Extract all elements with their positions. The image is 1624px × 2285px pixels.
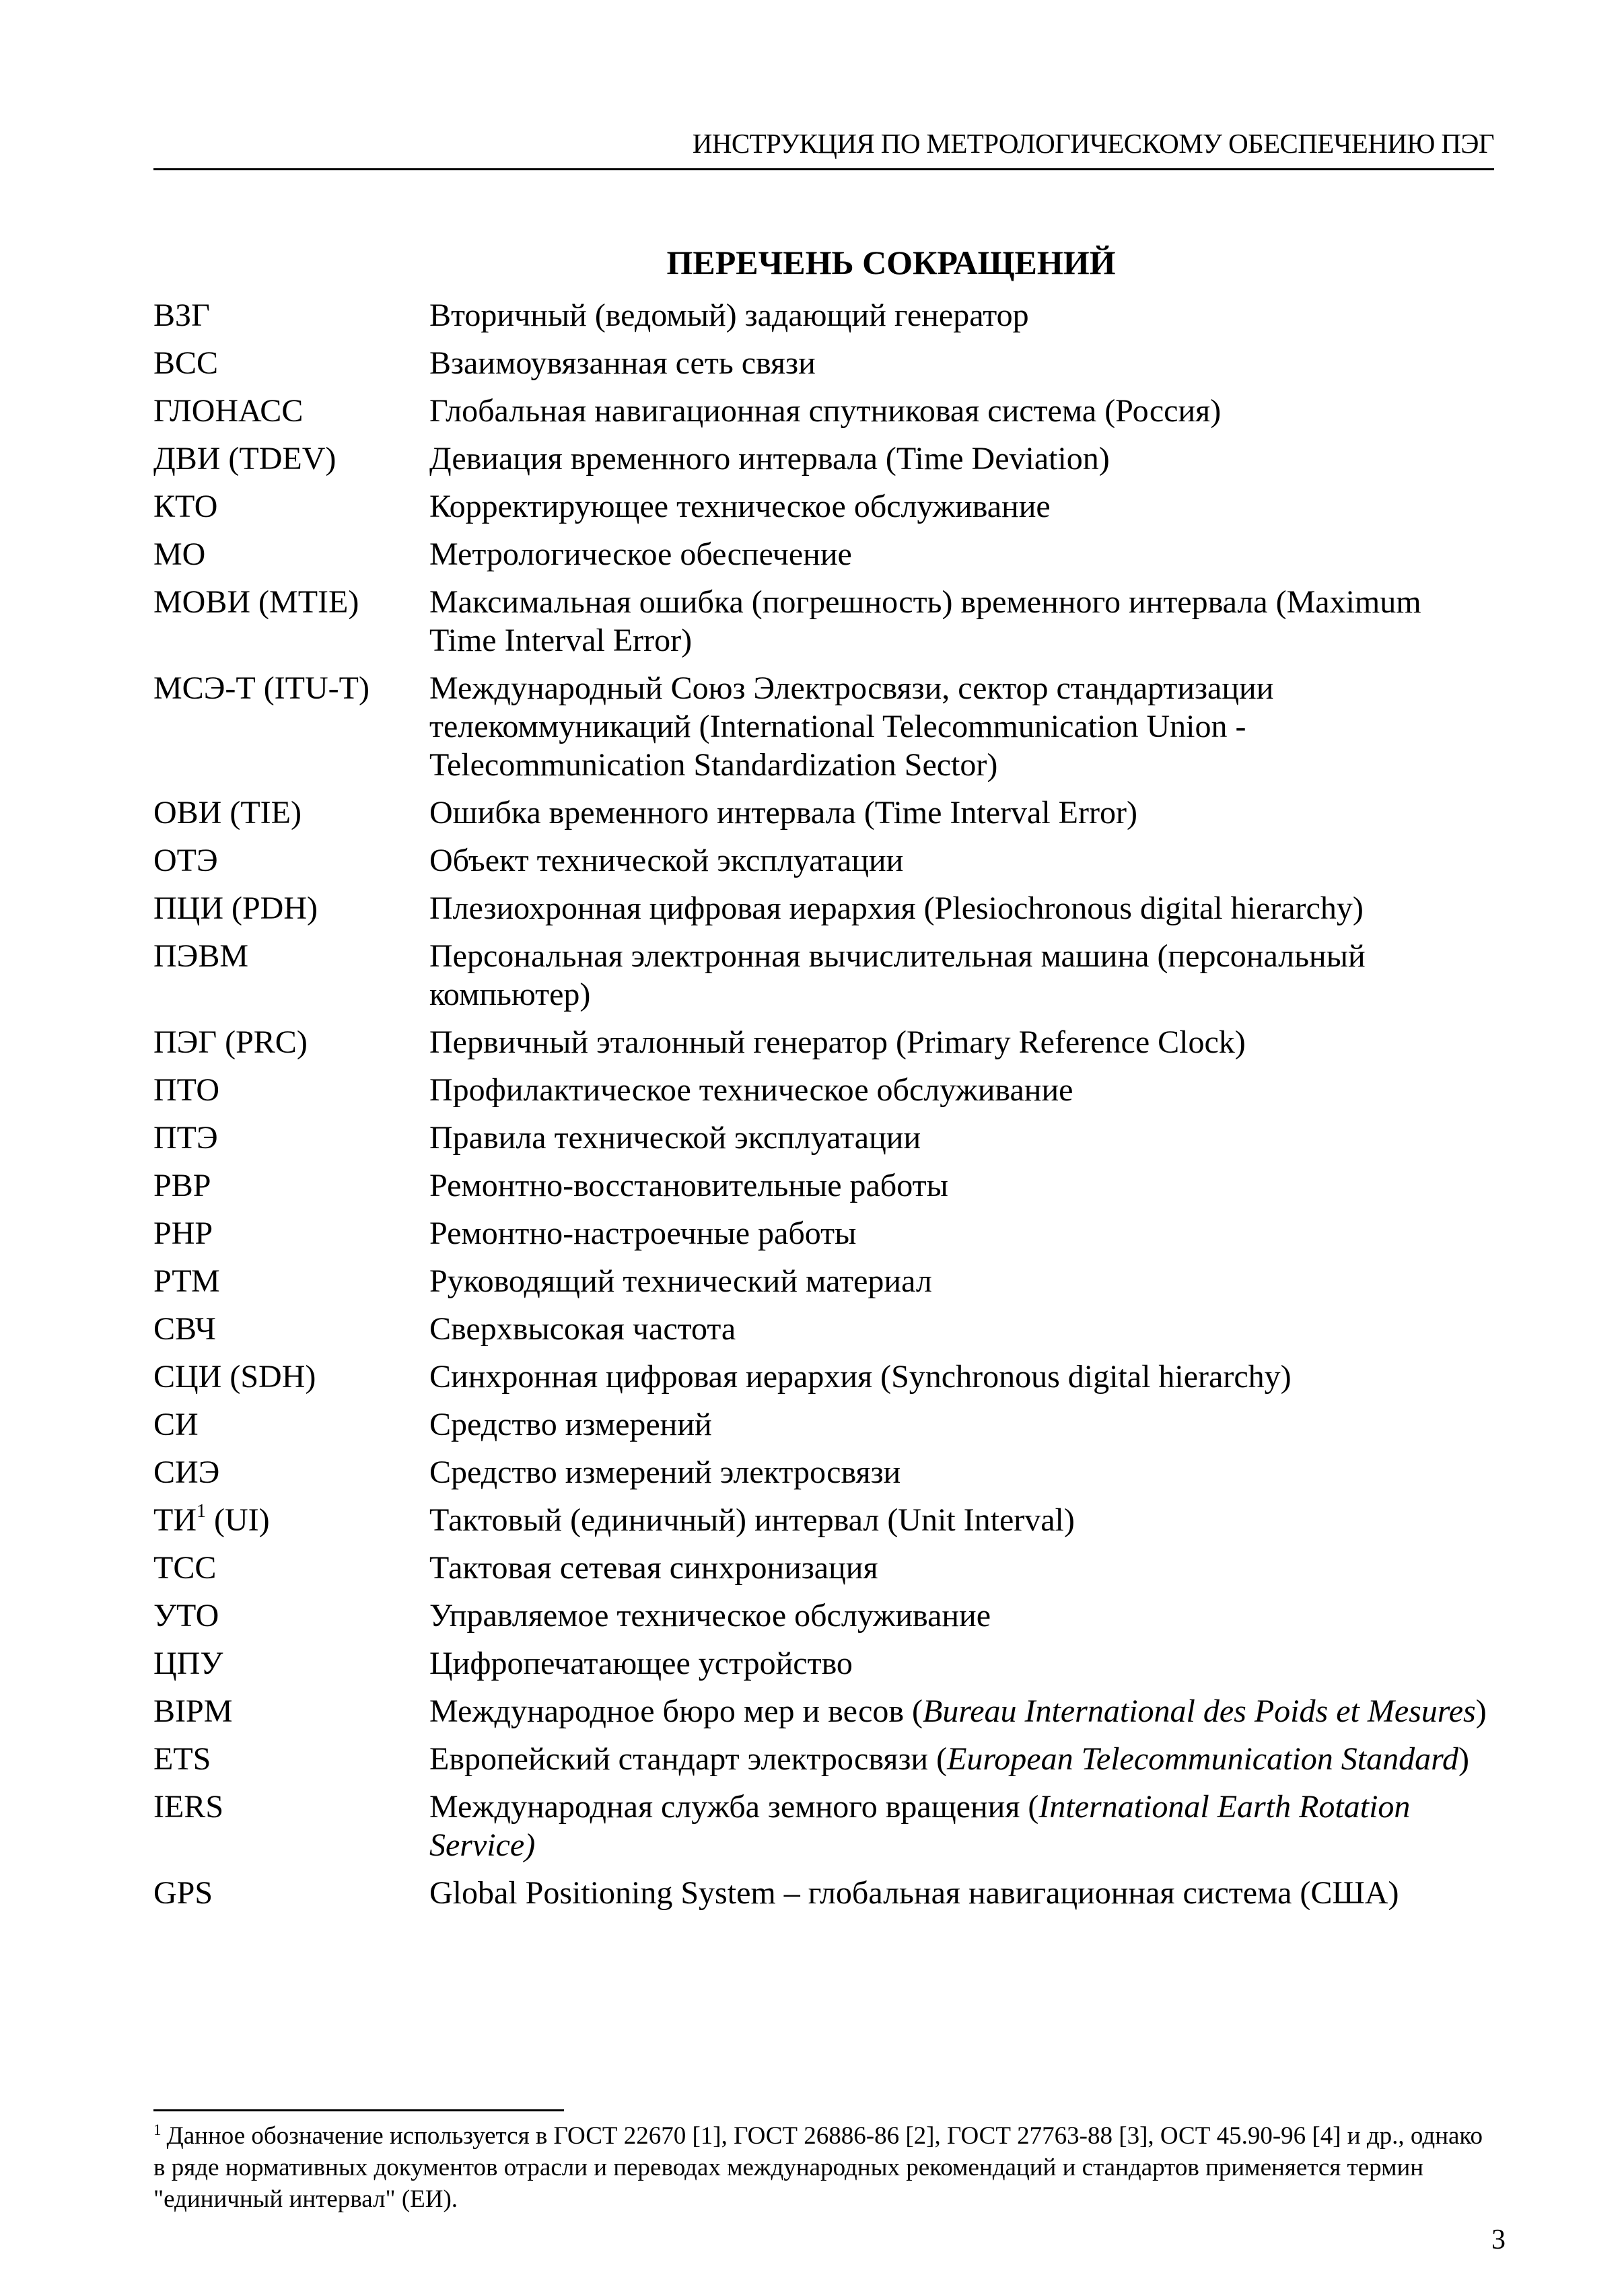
abbreviation-row	[153, 1071, 1493, 1109]
abbreviation-row	[153, 1644, 1493, 1683]
definition-text: Сверхвысокая частота	[429, 1311, 736, 1347]
abbreviation-row	[153, 1501, 1493, 1539]
abbreviation-term-text: МО	[153, 536, 206, 572]
definition-text: Global Positioning System – глобальная навигационная система (США)	[429, 1875, 1399, 1911]
definition-text: Объект технической эксплуатации	[429, 843, 904, 878]
abbreviation-term	[153, 1023, 429, 1061]
abbreviation-term	[153, 1405, 429, 1444]
abbreviation-term-text: IERS	[153, 1789, 224, 1825]
abbreviation-row	[153, 1310, 1493, 1348]
abbreviation-row	[153, 1166, 1493, 1205]
abbreviation-term	[153, 1788, 429, 1826]
abbreviation-term	[153, 1874, 429, 1912]
definition-text: Первичный эталонный генератор (Primary Reference Clock)	[429, 1024, 1246, 1060]
abbreviation-definition	[429, 1071, 1493, 1109]
abbreviation-definition	[429, 440, 1493, 478]
abbreviation-term	[153, 392, 429, 430]
footnote-mark: 1	[153, 2121, 162, 2138]
definition-text: Девиация временного интервала (Time Deviation)	[429, 441, 1110, 477]
abbreviation-row	[153, 841, 1493, 880]
definition-text: Управляемое техническое обслуживание	[429, 1598, 991, 1633]
abbreviation-row	[153, 1788, 1493, 1864]
abbreviation-term	[153, 487, 429, 526]
abbreviation-row	[153, 1262, 1493, 1300]
abbreviation-row	[153, 1874, 1493, 1912]
abbreviation-term-text: ВЗГ	[153, 297, 210, 333]
definition-text: Метрологическое обеспечение	[429, 536, 852, 572]
definition-text: Ремонтно-настроечные работы	[429, 1216, 857, 1251]
definition-text: Максимальная ошибка (погрешность) временного интервала (Maximum Time Interval Error)	[429, 584, 1421, 658]
definition-text: Профилактическое техническое обслуживание	[429, 1072, 1073, 1108]
definition-text: Средство измерений	[429, 1407, 712, 1442]
abbreviation-row	[153, 296, 1493, 335]
abbreviation-term-text: СИ	[153, 1407, 199, 1442]
abbreviation-definition	[429, 392, 1493, 430]
abbreviation-term	[153, 1119, 429, 1157]
abbreviation-row	[153, 794, 1493, 832]
abbreviation-definition	[429, 1358, 1493, 1396]
abbreviation-term	[153, 440, 429, 478]
abbreviation-definition	[429, 794, 1493, 832]
definition-text: Ошибка временного интервала (Time Interval Error)	[429, 795, 1137, 831]
abbreviation-term-text: ВСС	[153, 345, 219, 381]
abbreviation-term-text: ПЭГ (PRC)	[153, 1024, 308, 1060]
abbreviation-definition	[429, 1549, 1493, 1587]
abbreviation-term-text: РТМ	[153, 1263, 220, 1299]
abbreviation-term-text: СИЭ	[153, 1454, 220, 1490]
abbreviation-definition	[429, 1023, 1493, 1061]
abbreviation-term	[153, 1692, 429, 1730]
abbreviation-definition	[429, 889, 1493, 927]
definition-italic-text: Bureau International des Poids et Mesures	[923, 1693, 1476, 1729]
abbreviation-term-suffix: (UI)	[205, 1502, 270, 1538]
abbreviation-row	[153, 1214, 1493, 1253]
abbreviation-term	[153, 669, 429, 707]
abbreviation-definition	[429, 1596, 1493, 1635]
abbreviation-term	[153, 1166, 429, 1205]
abbreviation-term-text: РВР	[153, 1168, 211, 1203]
abbreviation-row	[153, 487, 1493, 526]
abbreviation-row	[153, 1405, 1493, 1444]
abbreviation-definition	[429, 1310, 1493, 1348]
abbreviation-row	[153, 535, 1493, 573]
abbreviation-term	[153, 841, 429, 880]
abbreviation-row	[153, 1596, 1493, 1635]
abbreviation-term-text: ТСС	[153, 1550, 217, 1586]
abbreviation-term-text: ПЦИ (PDH)	[153, 890, 318, 926]
abbreviation-row	[153, 392, 1493, 430]
abbreviation-definition	[429, 1453, 1493, 1491]
abbreviation-term	[153, 344, 429, 382]
definition-text: Корректирующее техническое обслуживание	[429, 489, 1051, 524]
abbreviation-row	[153, 1692, 1493, 1730]
abbreviation-row	[153, 1740, 1493, 1778]
header-rule	[153, 168, 1494, 170]
definition-tail-text: )	[1458, 1741, 1469, 1777]
footnote-text: Данное обозначение используется в ГОСТ 22670 [1], ГОСТ 26886-86 [2], ГОСТ 27763-88 [3], ОСТ 45.90-96 [4] и др., однако в ряде нормативных документов отрасли и переводах международных рекомендаций и стандартов применяется термин "единичный интервал" (ЕИ).	[153, 2122, 1483, 2213]
abbreviation-row	[153, 1119, 1493, 1157]
abbreviation-definition	[429, 1501, 1493, 1539]
abbreviation-term-text: СВЧ	[153, 1311, 216, 1347]
abbreviation-definition	[429, 841, 1493, 880]
definition-text: Средство измерений электросвязи	[429, 1454, 901, 1490]
abbreviation-term	[153, 937, 429, 975]
abbreviation-row	[153, 1549, 1493, 1587]
page-number: 3	[1491, 2224, 1506, 2255]
definition-text: Плезиохронная цифровая иерархия (Plesiochronous digital hierarchy)	[429, 890, 1364, 926]
abbreviation-definition	[429, 1405, 1493, 1444]
abbreviation-definition	[429, 296, 1493, 335]
definition-text: Международная служба земного вращения (	[429, 1789, 1039, 1825]
abbreviation-term	[153, 1596, 429, 1635]
abbreviation-row	[153, 1023, 1493, 1061]
definition-text: Взаимоувязанная сеть связи	[429, 345, 816, 381]
abbreviation-term-text: GPS	[153, 1875, 213, 1911]
definition-text: Правила технической эксплуатации	[429, 1120, 921, 1156]
definition-text: Руководящий технический материал	[429, 1263, 932, 1299]
definition-text: Международный Союз Электросвязи, сектор стандартизации телекоммуникаций (International Telecommunication Union - Telecommunication Standardization Sector)	[429, 670, 1274, 783]
abbreviation-row	[153, 440, 1493, 478]
abbreviation-term	[153, 1740, 429, 1778]
abbreviation-term-text: ОТЭ	[153, 843, 218, 878]
abbreviation-term-text: КТО	[153, 489, 218, 524]
abbreviation-definition	[429, 1262, 1493, 1300]
abbreviation-term-text: УТО	[153, 1598, 219, 1633]
abbreviation-row	[153, 889, 1493, 927]
footnote-rule	[153, 2109, 564, 2111]
abbreviation-definition	[429, 1119, 1493, 1157]
abbreviation-term-text: РНР	[153, 1216, 213, 1251]
abbreviation-row	[153, 1453, 1493, 1491]
abbreviation-definition	[429, 487, 1493, 526]
definition-text: Ремонтно-восстановительные работы	[429, 1168, 948, 1203]
definition-text: Тактовая сетевая синхронизация	[429, 1550, 878, 1586]
abbreviation-row	[153, 1358, 1493, 1396]
abbreviation-term-text: ТИ	[153, 1502, 197, 1538]
running-header: ИНСТРУКЦИЯ ПО МЕТРОЛОГИЧЕСКОМУ ОБЕСПЕЧЕНИЮ ПЭГ	[692, 128, 1494, 159]
abbreviation-definition	[429, 1166, 1493, 1205]
abbreviation-term	[153, 1262, 429, 1300]
definition-text: Вторичный (ведомый) задающий генератор	[429, 297, 1029, 333]
abbreviation-term	[153, 794, 429, 832]
abbreviation-definition	[429, 583, 1493, 660]
abbreviation-term	[153, 535, 429, 573]
abbreviation-term-text: ПТО	[153, 1072, 220, 1108]
abbreviation-definition	[429, 1214, 1493, 1253]
abbreviation-definition	[429, 1788, 1493, 1864]
abbreviation-list	[153, 296, 1493, 1922]
definition-text: Международное бюро мер и весов (	[429, 1693, 923, 1729]
abbreviation-term-text: СЦИ (SDH)	[153, 1359, 316, 1395]
definition-italic-text: European Telecommunication Standard	[947, 1741, 1459, 1777]
footnote-reference: 1	[196, 1501, 206, 1522]
definition-text: Тактовый (единичный) интервал (Unit Interval)	[429, 1502, 1075, 1538]
abbreviation-definition	[429, 344, 1493, 382]
abbreviation-definition	[429, 1740, 1493, 1778]
abbreviation-term-text: ПЭВМ	[153, 938, 249, 974]
abbreviation-term	[153, 1071, 429, 1109]
abbreviation-definition	[429, 1692, 1493, 1730]
abbreviation-row	[153, 344, 1493, 382]
abbreviation-term-text: МСЭ-Т (ITU-T)	[153, 670, 369, 706]
abbreviation-row	[153, 669, 1493, 784]
definition-tail-text: )	[1475, 1693, 1487, 1729]
abbreviation-row	[153, 583, 1493, 660]
abbreviation-row	[153, 937, 1493, 1014]
abbreviation-term	[153, 1358, 429, 1396]
abbreviation-definition	[429, 1644, 1493, 1683]
abbreviation-term	[153, 1644, 429, 1683]
abbreviation-term-text: ETS	[153, 1741, 211, 1777]
footnote	[153, 2120, 1493, 2215]
abbreviation-term-text: МОВИ (MTIE)	[153, 584, 359, 620]
definition-text: Цифропечатающее устройство	[429, 1646, 853, 1681]
definition-text: Европейский стандарт электросвязи (	[429, 1741, 948, 1777]
definition-text: Синхронная цифровая иерархия (Synchronous digital hierarchy)	[429, 1359, 1292, 1395]
abbreviation-term	[153, 1310, 429, 1348]
abbreviation-term	[153, 296, 429, 335]
abbreviation-term	[153, 1214, 429, 1253]
abbreviation-definition	[429, 937, 1493, 1014]
abbreviation-term-text: BIPM	[153, 1693, 233, 1729]
abbreviation-term	[153, 583, 429, 621]
abbreviation-definition	[429, 535, 1493, 573]
definition-text: Персональная электронная вычислительная машина (персональный компьютер)	[429, 938, 1366, 1012]
abbreviation-term-text: ГЛОНАСС	[153, 393, 304, 429]
abbreviation-definition	[429, 669, 1493, 784]
abbreviation-term	[153, 1501, 429, 1539]
abbreviation-term-text: ОВИ (TIE)	[153, 795, 302, 831]
abbreviation-term	[153, 889, 429, 927]
abbreviation-term-text: ДВИ (TDEV)	[153, 441, 337, 477]
abbreviation-term-text: ЦПУ	[153, 1646, 223, 1681]
definition-text: Глобальная навигационная спутниковая система (Россия)	[429, 393, 1222, 429]
abbreviation-term-text: ПТЭ	[153, 1120, 218, 1156]
abbreviation-term	[153, 1549, 429, 1587]
abbreviation-term	[153, 1453, 429, 1491]
page-title: ПЕРЕЧЕНЬ СОКРАЩЕНИЙ	[666, 244, 1116, 281]
abbreviation-definition	[429, 1874, 1493, 1912]
definition-italic-text: International Earth Rotation Service)	[429, 1789, 1411, 1863]
